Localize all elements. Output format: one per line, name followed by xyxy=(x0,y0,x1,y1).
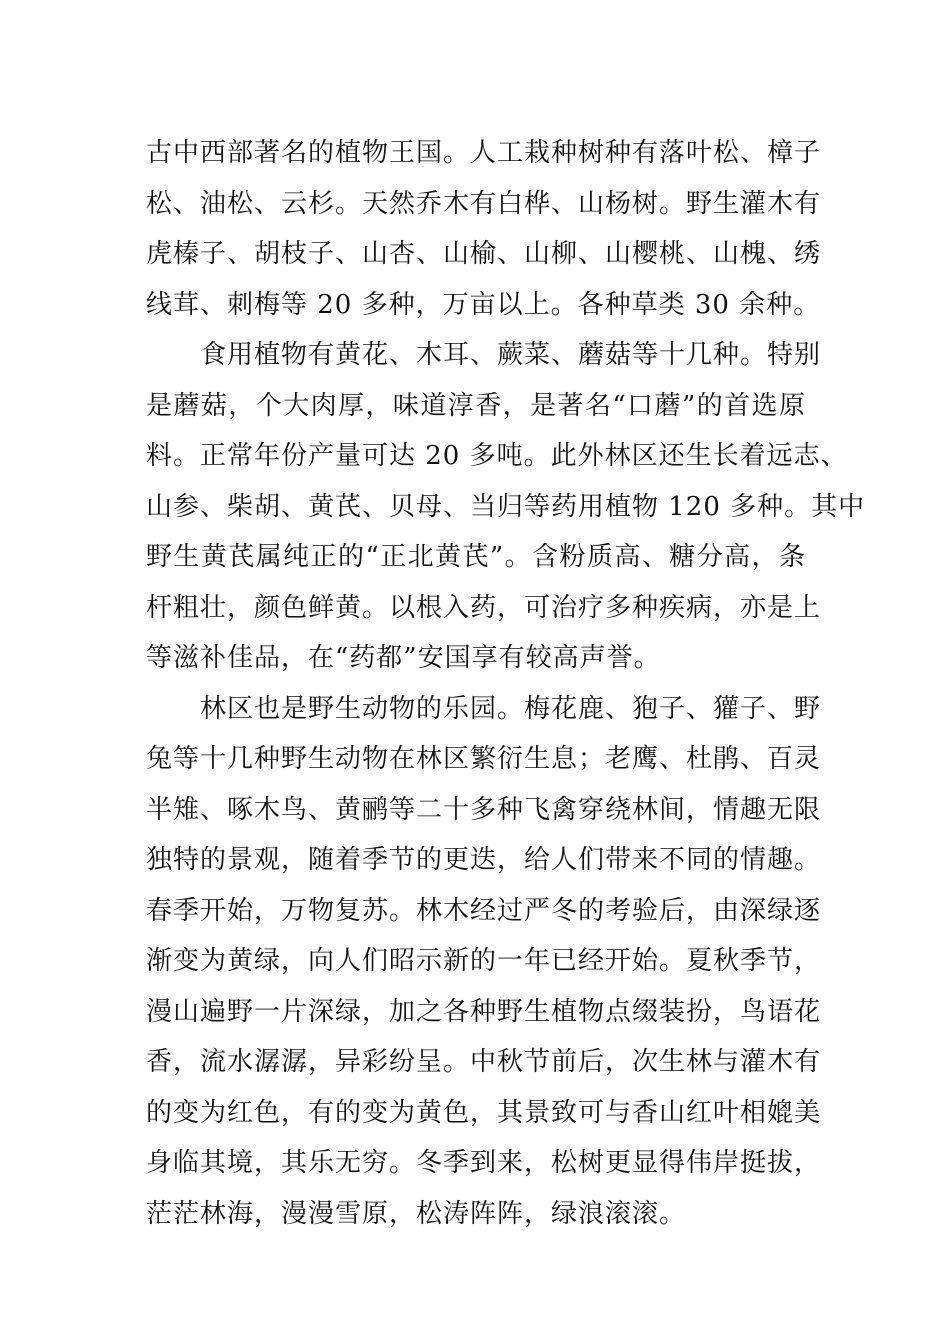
text-line: 渐变为黄绿，向人们昭示新的一年已经开始。夏秋季节， xyxy=(146,946,822,976)
text-line: 等滋补佳品，在“药都”安国享有较高声誉。 xyxy=(146,643,661,673)
text-line: 料。正常年份产量可达 20 多吨。此外林区还生长着远志、 xyxy=(146,441,848,471)
text-line: 的变为红色，有的变为黄色，其景致可与香山红叶相媲美 xyxy=(146,1097,822,1128)
text-line: 兔等十几种野生动物在林区繁衍生息；老鹰、杜鹃、百灵 xyxy=(146,744,822,774)
text-line: 是蘑菇，个大肉厚，味道淳香，是著名“口蘑”的首选原 xyxy=(146,390,806,421)
paragraph-first-line: 食用植物有黄花、木耳、蕨菜、蘑菇等十几种。特别 xyxy=(200,340,822,370)
body-text xyxy=(146,128,866,1239)
text-line: 虎榛子、胡枝子、山杏、山榆、山柳、山樱桃、山槐、绣 xyxy=(146,239,822,269)
text-line: 线茸、刺梅等 20 多种，万亩以上。各种草类 30 余种。 xyxy=(146,289,821,320)
text-line: 茫茫林海，漫漫雪原，松涛阵阵，绿浪滚滚。 xyxy=(146,1198,687,1229)
text-line: 春季开始，万物复苏。林木经过严冬的考验后，由深绿逐 xyxy=(146,895,822,926)
text-line: 野生黄芪属纯正的“正北黄芪”。含粉质高、糖分高，条 xyxy=(146,542,806,572)
text-line: 独特的景观，随着季节的更迭，给人们带来不同的情趣。 xyxy=(146,845,822,875)
text-line: 香，流水潺潺，异彩纷呈。中秋节前后，次生林与灌木有 xyxy=(146,1047,822,1077)
text-line: 古中西部著名的植物王国。人工栽种树种有落叶松、樟子 xyxy=(146,138,822,168)
paragraph-first-line: 林区也是野生动物的乐园。梅花鹿、狍子、獾子、野 xyxy=(200,693,822,724)
text-line: 身临其境，其乐无穷。冬季到来，松树更显得伟岸挺拔， xyxy=(146,1148,822,1178)
text-line: 漫山遍野一片深绿，加之各种野生植物点缀装扮，鸟语花 xyxy=(146,996,822,1027)
text-line: 松、油松、云杉。天然乔木有白桦、山杨树。野生灌木有 xyxy=(146,188,822,219)
text-line: 杆粗壮，颜色鲜黄。以根入药，可治疗多种疾病，亦是上 xyxy=(146,592,822,623)
text-line: 山参、柴胡、黄芪、贝母、当归等药用植物 120 多种。其中 xyxy=(146,491,866,522)
text-line: 半雉、啄木鸟、黄鹂等二十多种飞禽穿绕林间，情趣无限 xyxy=(146,794,822,825)
